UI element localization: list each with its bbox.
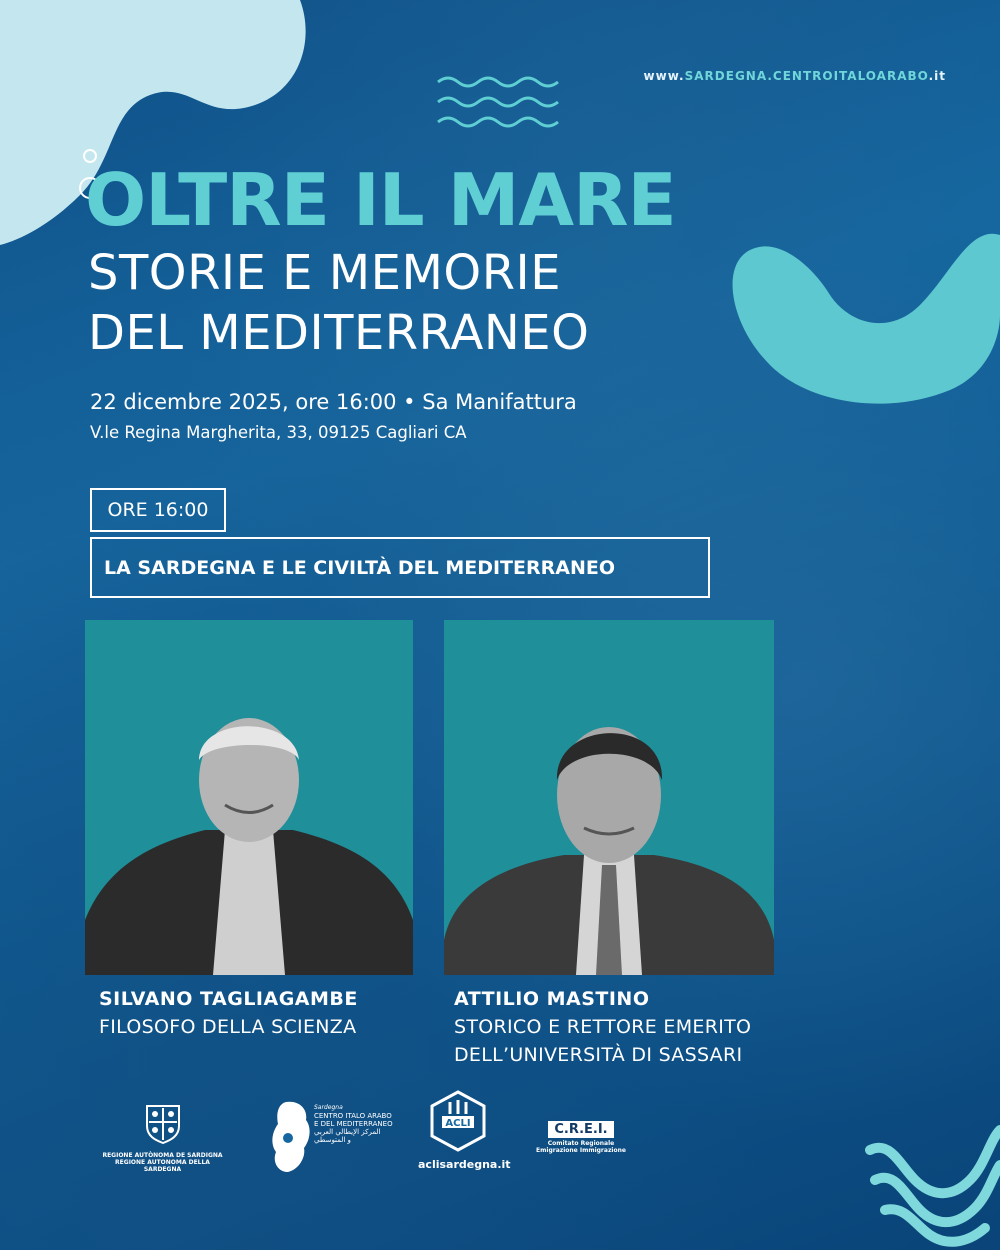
acli-site[interactable]: aclisardegna.it [418,1158,511,1171]
subtitle-line-2: DEL MEDITERRANEO [88,305,590,361]
person-1-silhouette [85,620,413,975]
regione-line-1: REGIONE AUTÒNOMA DE SARDIGNA [102,1152,223,1159]
logo-crei [536,1118,626,1154]
acli-hexagon-icon [428,1090,488,1152]
speaker-2-name: ATTILIO MASTINO [454,988,650,1010]
centro-text [314,1112,393,1144]
logo-regione [100,1100,225,1173]
crei-line-2: Emigrazione Immigrazione [536,1147,626,1154]
website-url[interactable] [644,69,946,83]
website-suffix: .it [928,69,946,83]
speaker-photo-2 [444,620,774,975]
coat-of-arms-icon [143,1100,183,1144]
subtitle [88,243,589,363]
session-time: ORE 16:00 [107,499,209,521]
bottom-right-waves [860,1110,1000,1250]
main-title: OLTRE IL MARE [85,158,676,242]
speaker-photo-1 [85,620,413,975]
centro-line-1: CENTRO ITALO ARABO [314,1112,392,1120]
session-topic: LA SARDEGNA E LE CIVILTÀ DEL MEDITERRANEO [104,556,615,579]
logo-acli [418,1090,511,1171]
speaker-1-name: SILVANO TAGLIAGAMBE [99,988,358,1010]
speaker-2-role-line-2: DELL’UNIVERSITÀ DI SASSARI [454,1044,743,1066]
speaker-1-role [99,1013,356,1041]
crei-line-1: Comitato Regionale [547,1140,615,1147]
waves-icon [436,72,566,132]
centro-small-label: Sardegna [314,1104,343,1111]
event-address: V.le Regina Margherita, 33, 09125 Cagliari CA [90,423,467,442]
centro-line-2: E DEL MEDITERRANEO [314,1120,393,1128]
speaker-1-role-line-1: FILOSOFO DELLA SCIENZA [99,1016,357,1038]
speaker-2-role [454,1013,751,1069]
session-time-box [90,488,226,532]
crei-badge: C.R.E.I. [548,1121,613,1138]
session-topic-box [90,537,710,598]
event-datetime: 22 dicembre 2025, ore 16:00 • Sa Manifattura [90,390,577,414]
logo-centro-italo-arabo [268,1098,398,1178]
right-blob [720,215,1000,415]
acli-badge-text: ACLI [445,1118,471,1129]
regione-line-2: REGIONE AUTONOMA DELLA SARDEGNA [115,1159,210,1173]
website-prefix: www. [643,69,685,83]
centro-arabic-2: و المتوسطي [314,1136,351,1144]
centro-arabic-1: المركز الإيطالي العربي [314,1128,381,1136]
person-2-silhouette [444,620,774,975]
website-highlight: SARDEGNA.CENTROITALOARABO [684,69,929,83]
subtitle-line-1: STORIE E MEMORIE [88,245,562,301]
speaker-2-role-line-1: STORICO E RETTORE EMERITO [454,1016,752,1038]
sardinia-map-icon [268,1098,318,1176]
